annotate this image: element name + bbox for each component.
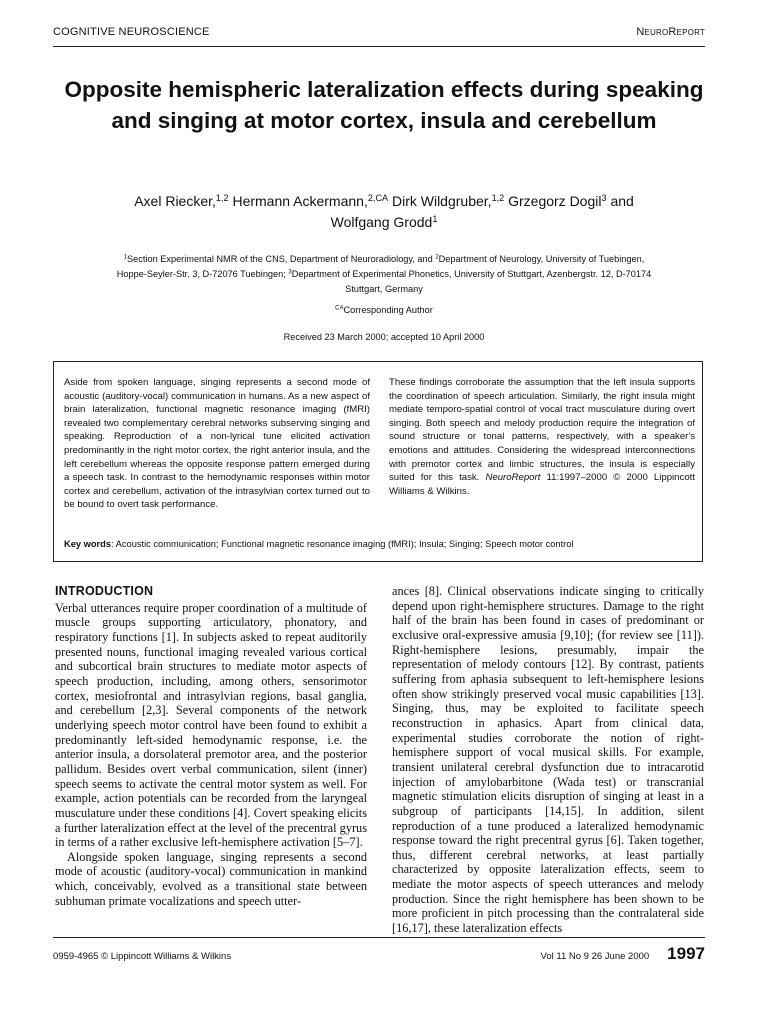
keywords-text: : Acoustic communication; Functional magnetic resonance imaging (fMRI); Insula; Singing; Speech motor control — [111, 539, 574, 549]
page-number: 1997 — [667, 944, 705, 963]
author-list — [90, 191, 678, 233]
affil-text: Department of Experimental Phonetics, University of Stuttgart, Azenbergstr. 12, D-70174 Stuttgart, Germany — [291, 269, 652, 294]
issue-info: Vol 11 No 9 26 June 2000 — [540, 951, 650, 962]
affil-sup: 2 — [435, 254, 439, 261]
author-name: Wolfgang Grodd — [330, 214, 433, 230]
page-footer — [53, 944, 705, 964]
running-header — [53, 26, 705, 38]
author-affil-sup: 1 — [432, 214, 438, 224]
section-heading: INTRODUCTION — [55, 584, 154, 598]
affil-sup: 1 — [123, 254, 128, 261]
author-affil-sup: 2,CA — [367, 193, 389, 203]
paragraph: ances [8]. Clinical observations indicate singing to critically depend upon right-hemisphere structures. Damage to the right half of the brain has been found in cases of predominant or exclusive oral-expressive amusia [9,10]; (for review see [11]). Right-hemisphere lesions, presumably, impair the representation of melody contours [12]. By contrast, patients suffering from aphasia subsequent to left-hemisphere lesions often show strikingly preserved vocal music capabilities [13]. Singing, thus, may be exploited to facilitate speech reconstruction in aphasics. Apart from clinical data, experimental studies corroborate the notion of right-hemisphere support of vocal musical skills. For example, transient unilateral cerebral dysfunction due to intracarotid injection of amylobarbitone (Wada test) or transcranial magnetic stimulation elicits disruption of singing at least in a subgroup of participants [14,15]. In addition, silent reproduction of a tune produced a lateralized hemodynamic response toward the right precentral gyrus [6]. Taken together, thus, different cerebral networks, at least partially characterized by opposite lateralization effects, seem to mediate the motor aspects of speech utterances and melody production. Since the right hemisphere has been shown to be more proficient in pitch processing than the contralateral side [16,17], these lateralization effects — [392, 584, 704, 936]
article-title: Opposite hemispheric lateralization effects during speaking and singing at motor cortex, insula and cerebellum — [64, 77, 704, 133]
author-affil-sup: 3 — [601, 193, 607, 203]
section-label: COGNITIVE NEUROSCIENCE — [53, 26, 210, 38]
affiliations — [110, 252, 658, 297]
corresponding-author-note — [100, 305, 668, 315]
affil-sup: 3 — [288, 269, 292, 276]
abstract-left-column: Aside from spoken language, singing represents a second mode of acoustic (auditory-vocal) communication in humans. As a new aspect of brain lateralization, functional magnetic resonance imaging (fMRI) revealed two complementary cerebral networks subserving singing and speaking. Reproduction of a non-lyrical tune elicited activation predominantly in the right motor cortex, the right anterior insula, and the left cerebellum whereas the opposite response pattern emerged during a speech task. In contrast to the hemodynamic responses within motor cortex and cerebellum, activation of the intrasylvian cortex turned out to be bound to overt task performance. — [64, 377, 370, 511]
body-left-column — [55, 584, 367, 908]
author-name: Hermann Ackermann, — [232, 193, 368, 209]
affil-text: Department of Neurology, University of Tuebingen, Hoppe-Seyler-Str. 3, D-72076 Tuebingen; — [116, 254, 645, 279]
journal-name: NeuroReport — [636, 26, 705, 38]
affil-text: Section Experimental NMR of the CNS, Department of Neuroradiology, and — [127, 254, 436, 264]
paragraph: Alongside spoken language, singing represents a second mode of acoustic (auditory-vocal) communication in mankind which, conceivably, evolved as a transitional state between subhuman primate vocalizations and speech utter- — [55, 849, 367, 908]
keywords-label: Key words — [64, 539, 112, 549]
paragraph: Verbal utterances require proper coordination of a multitude of muscle groups supporting articulatory, phonatory, and respiratory functions [1]. In subjects asked to repeat auditorily presented nouns, functional imaging revealed various cortical and subcortical brain structures to mediate motor aspects of speech production, including, among others, sensorimotor cortex, mesiofrontal and intrasylvian regions, basal ganglia, and cerebellum [2,3]. Several components of the network underlying speech motor control have been found to exhibit a predominantly left-sided hemodynamic response, i.e. the anterior insula, a dorsolateral premotor area, and the posterior pallidum. Besides overt verbal communication, silent (inner) speech seems to activate the central motor system as well. For example, action potentials can be recorded from the laryngeal musculature under these conditions [4]. Covert speaking elicits a further lateralization effect at the level of the precentral gyrus in terms of a rather exclusive left-hemisphere activation [5–7]. — [55, 600, 367, 850]
abstract-box — [53, 361, 703, 562]
header-rule — [53, 46, 705, 47]
journal-citation: NeuroReport — [485, 472, 541, 484]
abstract-text: 11:1997–2000 © 2000 Lippincott Williams & Wilkins. — [389, 472, 695, 497]
author-name: Dirk Wildgruber, — [391, 193, 492, 209]
footer-rule — [53, 937, 705, 938]
author-conjunction: and — [610, 193, 634, 209]
keywords — [64, 539, 692, 549]
author-name: Axel Riecker, — [134, 193, 216, 209]
footer-right — [541, 944, 705, 964]
abstract-text: These findings corroborate the assumption that the left insula supports the coordination of speech articulation. Similarly, the right insula might mediate temporo-spatial control of vocal tract musculature during overt singing. Both speech and melody production require the integration of sound structure or tonal patterns, respectively, with a speaker's emotions and attitudes. Considering the widespread interconnections with premotor cortex and limbic structures, the insula is especially suited for this task. — [389, 377, 695, 484]
author-affil-sup: 1,2 — [491, 193, 505, 203]
body-right-column — [392, 584, 704, 936]
abstract-right-column — [389, 376, 695, 498]
author-name: Grzegorz Dogil — [508, 193, 602, 209]
author-affil-sup: 1,2 — [215, 193, 229, 203]
corr-text: Corresponding Author — [343, 305, 433, 315]
corr-sup: CA — [335, 305, 344, 312]
copyright-line: 0959-4965 © Lippincott Williams & Wilkins — [53, 951, 232, 962]
received-date: Received 23 March 2000; accepted 10 April 2000 — [283, 332, 485, 342]
